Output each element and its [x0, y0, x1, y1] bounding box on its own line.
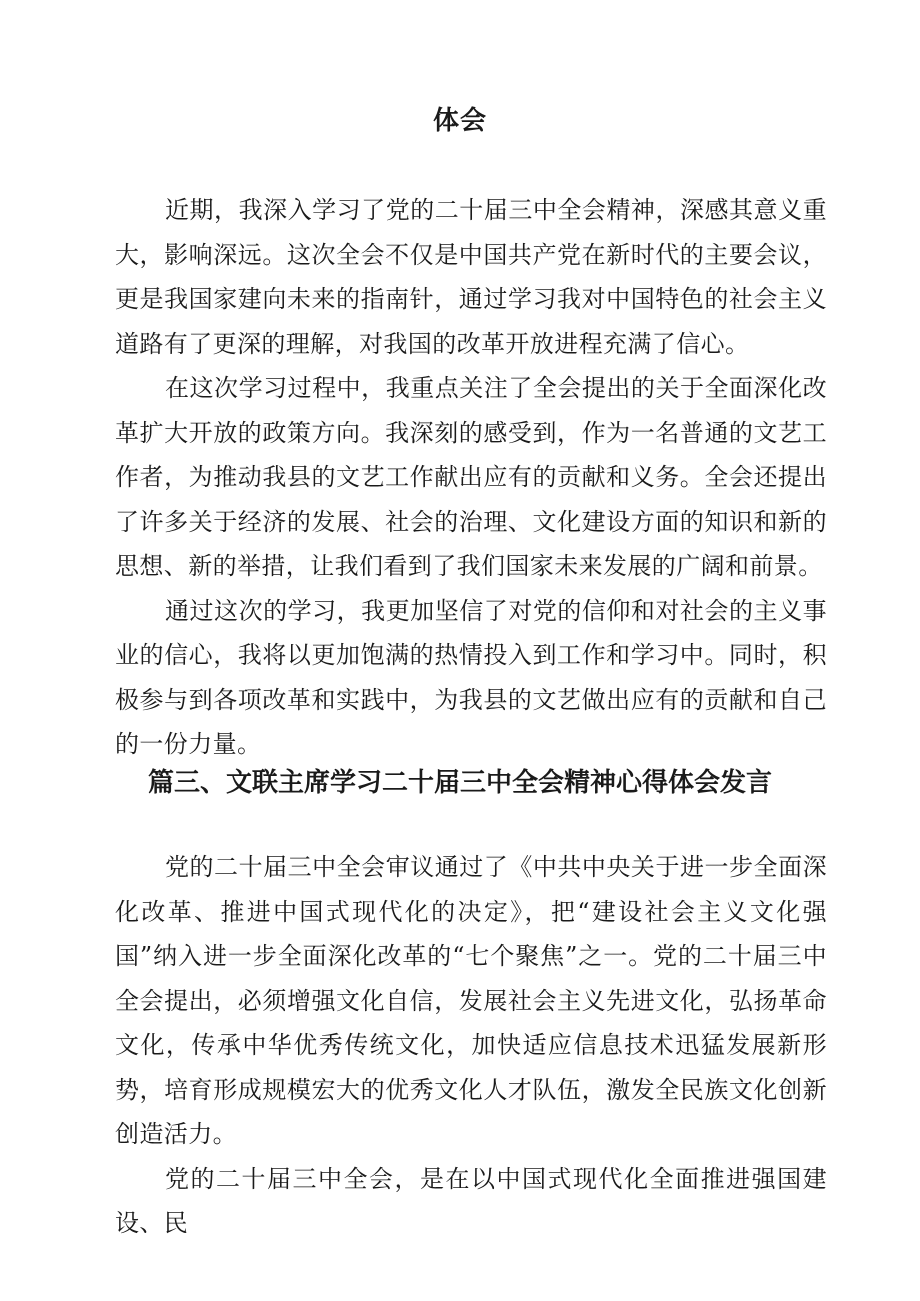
- paragraph: 通过这次的学习，我更加坚信了对党的信仰和对社会的主义事业的信心，我将以更加饱满的热情投入到工作和学习中。同时，积极参与到各项改革和实践中，为我县的文艺做出应有的贡献和自己的一份力量。: [115, 596, 827, 758]
- paragraph: 党的二十届三中全会审议通过了《中共中央关于进一步全面深化改革、推进中国式现代化的决定》，把“建设社会主义文化强国”纳入进一步全面深化改革的“七个聚焦”之一。党的二十届三中全会提出，必须增强文化自信，发展社会主义先进文化，弘扬革命文化，传承中华优秀传统文化，加快适应信息技术迅猛发展新形势，培育形成规模宏大的优秀文化人才队伍，激发全民族文化创新创造活力。: [115, 853, 827, 1148]
- paragraph: 在这次学习过程中，我重点关注了全会提出的关于全面深化改革扩大开放的政策方向。我深刻的感受到，作为一名普通的文艺工作者，为推动我县的文艺工作献出应有的贡献和义务。全会还提出了许多关于经济的发展、社会的治理、文化建设方面的知识和新的思想、新的举措，让我们看到了我们国家未来发展的广阔和前景。: [115, 374, 827, 580]
- section-heading: 篇三、文联主席学习二十届三中全会精神心得体会发言: [147, 768, 772, 798]
- section-one-body: [115, 188, 827, 767]
- section-two-body: [115, 845, 827, 1246]
- document-title: 体会: [432, 106, 487, 136]
- paragraph: 党的二十届三中全会，是在以中国式现代化全面推进强国建设、民: [115, 1164, 827, 1237]
- paragraph: 近期，我深入学习了党的二十届三中全会精神，深感其意义重大，影响深远。这次全会不仅是中国共产党在新时代的主要会议，更是我国家建向未来的指南针，通过学习我对中国特色的社会主义道路有了更深的理解，对我国的改革开放进程充满了信心。: [115, 196, 827, 358]
